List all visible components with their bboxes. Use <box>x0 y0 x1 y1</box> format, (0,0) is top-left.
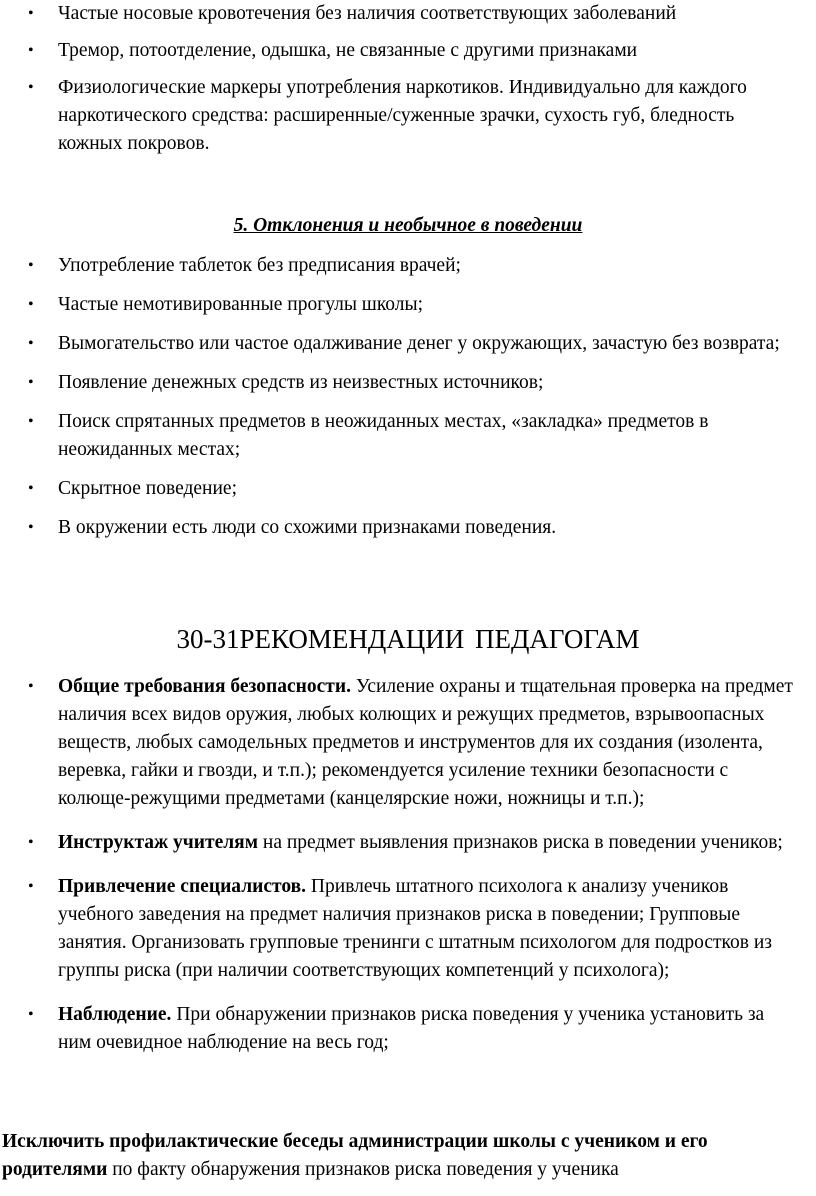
bullet-icon: • <box>28 5 34 22</box>
section-title: 5. Отклонения и необычное в поведении <box>233 215 583 236</box>
recommendation-title: Привлечение специалистов. <box>58 876 307 897</box>
bullet-icon: • <box>28 257 34 274</box>
recommendation-title: Инструктаж учителям <box>58 832 259 853</box>
list-item <box>0 475 816 503</box>
list-item <box>0 74 816 158</box>
list-item <box>0 252 816 280</box>
list-item <box>0 408 816 464</box>
final-paragraph-bold: Исключить профилактические беседы администрации школы с учеником и его родителями <box>2 1131 708 1180</box>
final-paragraph <box>2 1128 802 1184</box>
list-item-text: Скрытное поведение; <box>58 478 238 499</box>
recommendation-text: на предмет выявления признаков риска в поведении учеников; <box>258 832 783 853</box>
list-item-text: Тремор, потоотделение, одышка, не связанные с другими признаками <box>58 40 638 61</box>
behavior-list <box>0 252 816 542</box>
list-item <box>0 330 816 358</box>
list-item-text: Появление денежных средств из неизвестных источников; <box>58 372 544 393</box>
list-item <box>0 0 816 28</box>
list-item-text: Физиологические маркеры употребления наркотиков. Индивидуально для каждого наркотического средства: расширенные/суженные зрачки, сухость губ, бледность кожных покровов. <box>58 77 747 154</box>
list-item <box>0 291 816 319</box>
list-item <box>0 37 816 65</box>
list-item-text: Частые немотивированные прогулы школы; <box>58 294 424 315</box>
final-paragraph-text: по факту обнаружения признаков риска поведения у ученика <box>107 1159 619 1180</box>
list-item-text: Поиск спрятанных предметов в неожиданных местах, «закладка» предметов в неожиданных местах; <box>58 411 709 460</box>
bullet-icon: • <box>28 413 34 430</box>
list-item <box>0 673 816 813</box>
bullet-icon: • <box>28 834 34 851</box>
list-item-text: В окружении есть люди со схожими признаками поведения. <box>58 517 557 538</box>
recommendations-list <box>0 673 816 1057</box>
bullet-icon: • <box>28 335 34 352</box>
symptoms-list <box>0 0 816 158</box>
list-item-text: Частые носовые кровотечения без наличия соответствующих заболеваний <box>58 3 677 24</box>
bullet-icon: • <box>28 79 34 96</box>
bullet-icon: • <box>28 374 34 391</box>
recommendation-text: Усиление охраны и тщательная проверка на предмет наличия всех видов оружия, любых колющих и режущих предметов, взрывоопасных веществ, любых самодельных предметов и инструментов для их создания (изолента, веревка, гайки и гвозди, и т.п.); рекомендуется усиление техники безопасности с колюще-режущими предметами (канцелярские ножи, ножницы и т.п.); <box>58 676 793 809</box>
bullet-icon: • <box>28 678 34 695</box>
list-item-text: Употребление таблеток без предписания врачей; <box>58 255 461 276</box>
list-item <box>0 1001 816 1057</box>
bullet-icon: • <box>28 878 34 895</box>
list-item <box>0 829 816 857</box>
bullet-icon: • <box>28 519 34 536</box>
list-item <box>0 514 816 542</box>
recommendation-text: Привлечь штатного психолога к анализу учеников учебного заведения на предмет наличия признаков риска в поведении; Групповые занятия. Организовать групповые тренинги с штатным психологом для подростков из группы риска (при наличии соответствующих компетенций у психолога); <box>58 876 773 981</box>
bullet-icon: • <box>28 1006 34 1023</box>
recommendation-text: При обнаружении признаков риска поведения у ученика установить за ним очевидное наблюдение на весь год; <box>58 1004 765 1053</box>
list-item <box>0 873 816 985</box>
list-item <box>0 369 816 397</box>
bullet-icon: • <box>28 42 34 59</box>
bullet-icon: • <box>28 480 34 497</box>
bullet-icon: • <box>28 296 34 313</box>
recommendation-title: Наблюдение. <box>58 1004 172 1025</box>
recommendation-title: Общие требования безопасности. <box>58 676 351 697</box>
list-item-text: Вымогательство или частое одалживание денег у окружающих, зачастую без возврата; <box>58 333 780 354</box>
page-title: 30-31РЕКОМЕНДАЦИИ ПЕДАГОГАМ <box>176 624 640 654</box>
